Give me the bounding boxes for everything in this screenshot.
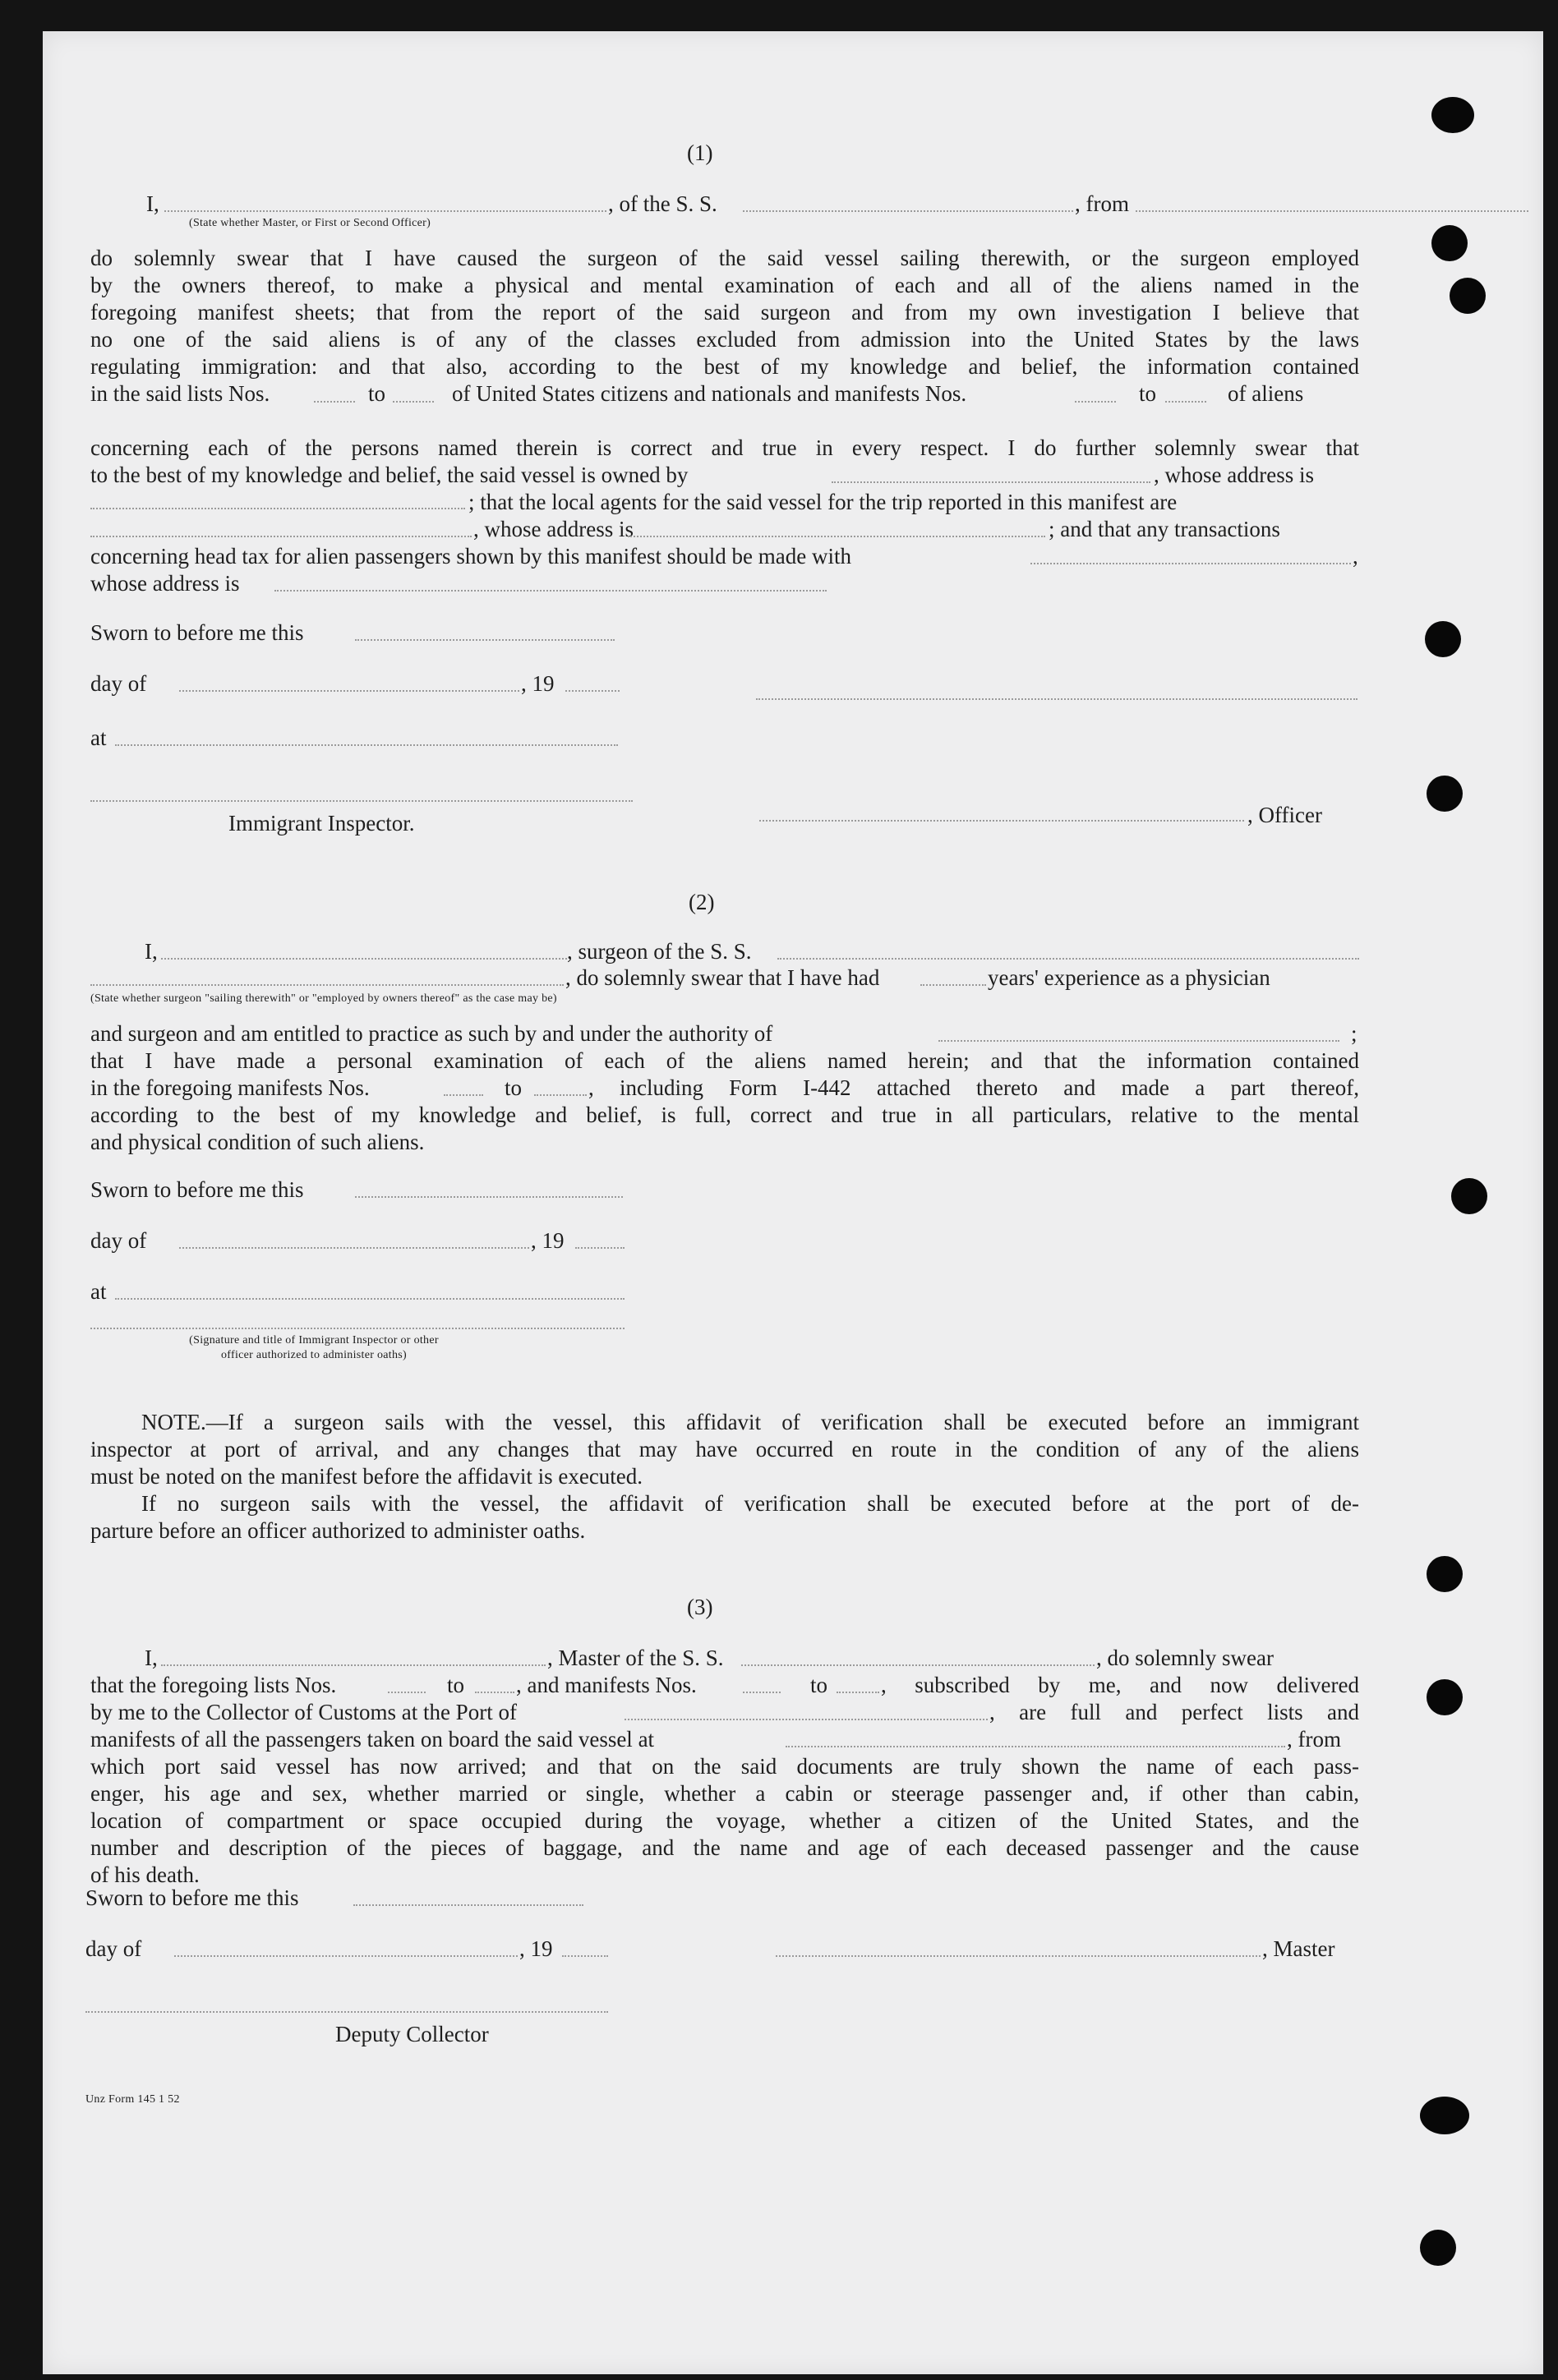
master-of-ss-label: , Master of the S. S.	[547, 1646, 724, 1670]
year-label: , 19	[521, 671, 555, 696]
punch-hole	[1450, 278, 1486, 314]
section-3-line: which port said vessel has now arrived; and that on the said documents are truly shown the name of each pass-	[90, 1754, 1359, 1779]
subscribed-label: , subscribed by me, and now delivered	[881, 1673, 1359, 1697]
head-tax-label: concerning head tax for alien passengers shown by this manifest should be made with	[90, 544, 852, 569]
note-paragraph	[90, 1409, 1359, 1463]
punch-hole	[1420, 2230, 1456, 2266]
year-label: , 19	[531, 1228, 565, 1253]
note-line: must be noted on the manifest before the affidavit is executed.	[90, 1464, 643, 1489]
swear-label: , do solemnly swear	[1096, 1646, 1274, 1670]
punch-hole	[1425, 621, 1461, 657]
local-agents-label: ; that the local agents for the said vessel for the trip reported in this manifest are	[468, 490, 1178, 514]
note-line: NOTE.—If a surgeon sails with the vessel, this affidavit of verification shall be executed before an immigrant	[141, 1410, 1359, 1434]
deputy-collector-label: Deputy Collector	[335, 2022, 489, 2046]
section-2-exam	[90, 1047, 1359, 1075]
manifests-nos-label: , and manifests Nos.	[516, 1673, 697, 1697]
note-line: inspector at port of arrival, and any changes that may have occurred en route in the condition of any of the aliens	[90, 1437, 1359, 1462]
sworn-label: Sworn to before me this	[90, 1177, 304, 1202]
owned-by-label: to the best of my knowledge and belief, the said vessel is owned by	[90, 463, 689, 487]
note-line: If no surgeon sails with the vessel, the affidavit of verification shall be executed before at the port of de-	[141, 1491, 1359, 1516]
swear-label: , do solemnly swear that I have had	[565, 965, 880, 990]
full-lists-label: , are full and perfect lists and	[989, 1700, 1359, 1724]
punch-hole	[1431, 97, 1474, 133]
day-of-label: day of	[90, 1228, 147, 1253]
section-1-concerning	[90, 435, 1359, 462]
to-label: to	[505, 1075, 523, 1100]
to-label: to	[810, 1673, 828, 1697]
comma: ,	[1353, 544, 1358, 569]
citizens-label: of United States citizens and nationals and manifests Nos.	[452, 381, 967, 406]
aliens-label: of aliens	[1228, 381, 1304, 406]
transactions-label: ; and that any transactions	[1049, 517, 1280, 541]
section-3-paragraph	[90, 1753, 1359, 1862]
taken-on-board-label: manifests of all the passengers taken on board the said vessel at	[90, 1727, 655, 1752]
day-of-label: day of	[85, 1936, 142, 1961]
manifest-affidavit-page	[43, 31, 1543, 2374]
section-2-number: (2)	[689, 890, 715, 914]
master-label: , Master	[1262, 1936, 1335, 1961]
section-1-line: regulating immigration: and that also, according to the best of my knowledge and belief, the information contained	[90, 354, 1359, 379]
section-3-i: I,	[145, 1646, 158, 1670]
note-line: parture before an officer authorized to administer oaths.	[90, 1518, 586, 1543]
signature-hint: officer authorized to administer oaths)	[220, 1349, 408, 1361]
officer-label: , Officer	[1247, 803, 1322, 827]
from-label: , from	[1287, 1727, 1341, 1752]
agents-address-label: , whose address is	[473, 517, 634, 541]
punch-hole	[1427, 776, 1463, 812]
section-1-line: do solemnly swear that I have caused the surgeon of the said vessel sailing therewith, or the surgeon employed	[90, 246, 1359, 270]
sworn-label: Sworn to before me this	[85, 1885, 299, 1910]
authority-label: and surgeon and am entitled to practice as such by and under the authority of	[90, 1021, 773, 1046]
lists-nos-label: in the said lists Nos.	[90, 381, 270, 406]
form-number: Unz Form 145 1 52	[85, 2093, 180, 2106]
section-3-line: enger, his age and sex, whether married or single, whether a cabin or steerage passenger and, if other than cabin,	[90, 1781, 1359, 1806]
whose-address-label: whose address is	[90, 571, 240, 596]
punch-hole	[1427, 1679, 1463, 1715]
section-1-from: , from	[1075, 191, 1129, 216]
section-1-line: concerning each of the persons named therein is correct and true in every respect. I do further solemnly swear that	[90, 435, 1359, 460]
section-1-line: no one of the said aliens is of any of the classes excluded from admission into the United States by the laws	[90, 327, 1359, 352]
signature-hint: (Signature and title of Immigrant Inspector or other	[189, 1334, 439, 1347]
section-1-line: foregoing manifest sheets; that from the report of the said surgeon and from my own investigation I believe that	[90, 300, 1359, 325]
section-3-line: number and description of the pieces of baggage, and the name and age of each deceased passenger and the cause	[90, 1835, 1359, 1860]
sworn-label: Sworn to before me this	[90, 620, 304, 645]
section-1-paragraph	[90, 245, 1359, 380]
section-2-line: and physical condition of such aliens.	[90, 1130, 425, 1154]
year-label: , 19	[519, 1936, 553, 1961]
whose-address-label: , whose address is	[1154, 463, 1314, 487]
note-paragraph-2	[90, 1490, 1359, 1517]
manifests-nos-label: in the foregoing manifests Nos.	[90, 1075, 370, 1100]
punch-hole	[1427, 1556, 1463, 1592]
to-label: to	[447, 1673, 465, 1697]
section-1-number: (1)	[687, 140, 713, 165]
port-label: by me to the Collector of Customs at the Port of	[90, 1700, 517, 1724]
at-label: at	[90, 1279, 107, 1304]
punch-hole	[1420, 2097, 1469, 2134]
semicolon: ;	[1351, 1021, 1357, 1046]
surgeon-hint: (State whether surgeon "sailing therewith" or "employed by owners thereof" as the case may be)	[90, 992, 557, 1005]
day-of-label: day of	[90, 671, 147, 696]
to-label: to	[368, 381, 386, 406]
immigrant-inspector-label: Immigrant Inspector.	[228, 811, 415, 836]
section-1-officer-hint: (State whether Master, or First or Second Officer)	[189, 217, 431, 229]
section-1-of-ss: , of the S. S.	[608, 191, 717, 216]
section-3-number: (3)	[687, 1595, 713, 1619]
surgeon-label: , surgeon of the S. S.	[567, 939, 752, 964]
section-3-line: location of compartment or space occupied during the voyage, whether a citizen of the United States, and the	[90, 1808, 1359, 1833]
punch-hole	[1451, 1178, 1487, 1214]
section-2-line: according to the best of my knowledge and belief, is full, correct and true in all particulars, relative to the mental	[90, 1103, 1359, 1127]
lists-nos-label: that the foregoing lists Nos.	[90, 1673, 337, 1697]
section-2-i: I,	[145, 939, 158, 964]
experience-label: years' experience as a physician	[988, 965, 1270, 990]
at-label: at	[90, 725, 107, 750]
section-1-i: I,	[146, 191, 159, 216]
to-label: to	[1139, 381, 1157, 406]
section-3-line: of his death.	[90, 1862, 200, 1887]
form-i-442-label: , including Form I-442 attached thereto and made a part thereof,	[588, 1075, 1359, 1100]
section-2-paragraph	[90, 1102, 1359, 1129]
section-1-line: by the owners thereof, to make a physical and mental examination of each and all of the aliens named in the	[90, 273, 1359, 297]
section-2-line: that I have made a personal examination of each of the aliens named herein; and that the information contained	[90, 1048, 1359, 1073]
punch-hole	[1431, 225, 1468, 261]
